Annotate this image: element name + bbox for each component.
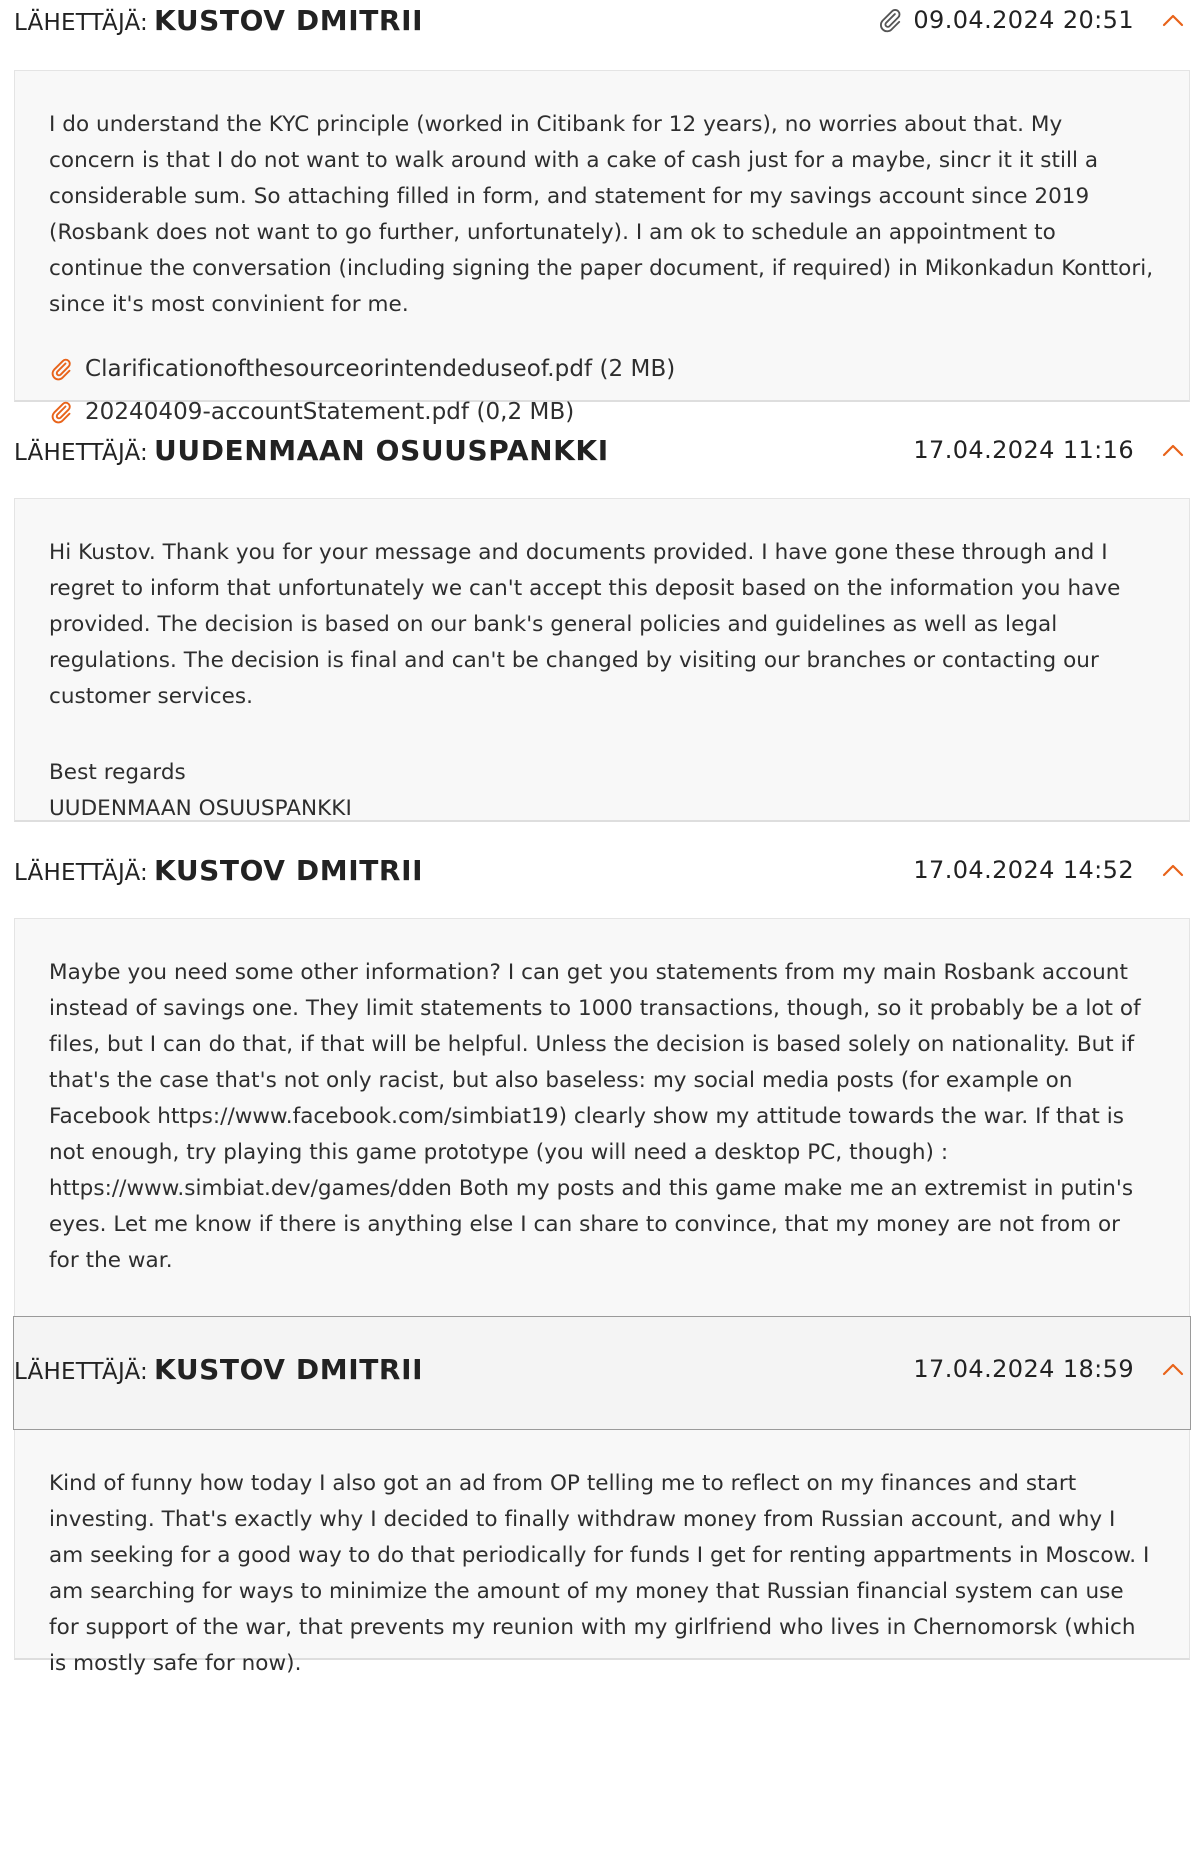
message-meta: [913, 436, 1184, 464]
attachment-link[interactable]: [49, 347, 1155, 390]
message-thread: [14, 0, 1190, 1676]
sender-label: LÄHETTÄJÄ:: [14, 860, 149, 886]
sender-name: KUSTOV DMITRII: [154, 1353, 424, 1386]
chevron-up-icon[interactable]: [1162, 863, 1184, 877]
paperclip-icon: [49, 357, 73, 381]
chevron-up-icon[interactable]: [1162, 1362, 1184, 1376]
message-body: [14, 70, 1190, 425]
sender-label: LÄHETTÄJÄ:: [14, 1359, 149, 1385]
message-body: [14, 918, 1190, 1316]
signature: [49, 755, 1155, 827]
message-body: [14, 498, 1190, 822]
signature-sender: UUDENMAAN OSUUSPANKKI: [49, 796, 352, 821]
sender-label: LÄHETTÄJÄ:: [14, 440, 149, 466]
message-header[interactable]: [14, 0, 1190, 70]
message-text: Hi Kustov. Thank you for your message and documents provided. I have gone these through and I regret to inform that unfortunately we can't accept this deposit based on the information you have provided. The decision is based on our bank's general policies and guidelines as well as legal regulations. The decision is final and can't be changed by visiting our branches or contacting our customer services.: [49, 540, 1121, 709]
sender: [14, 854, 423, 887]
paperclip-icon: [877, 7, 903, 33]
message-text: Maybe you need some other information? I can get you statements from my main Rosbank account instead of savings one. They limit statements to 1000 transactions, though, so it probably be a lot of files, but I can do that, if that will be helpful. Unless the decision is based solely on nationality. But if that's the case that's not only racist, but also baseless: my social media posts (for example on Facebook https://www.facebook.com/simbiat19) clearly show my attitude towards the war. If that is not enough, try playing this game prototype (you will need a desktop PC, though) : https://www.simbiat.dev/games/dden Both my posts and this game make me an extremist in putin's eyes. Let me know if there is anything else I can share to convince, that my money are not from or for the war.: [49, 960, 1141, 1273]
message-date: 17.04.2024 11:16: [913, 436, 1134, 464]
sender: [14, 4, 423, 37]
sender: [14, 434, 609, 467]
message-header[interactable]: [14, 822, 1190, 918]
message-meta: [913, 1355, 1184, 1383]
signature-greeting: Best regards: [49, 760, 186, 785]
sender: [14, 1353, 423, 1386]
attachment-name: 20240409-accountStatement.pdf (0,2 MB): [85, 398, 575, 425]
message-header[interactable]: [13, 1316, 1191, 1430]
message-date: 09.04.2024 20:51: [913, 6, 1134, 34]
message-date: 17.04.2024 18:59: [913, 1355, 1134, 1383]
chevron-up-icon[interactable]: [1162, 13, 1184, 27]
sender-name: KUSTOV DMITRII: [154, 854, 424, 887]
attachment-name: Clarificationofthesourceorintendeduseof.pdf (2 MB): [85, 355, 676, 382]
message-date: 17.04.2024 14:52: [913, 856, 1134, 884]
message-header[interactable]: [14, 402, 1190, 498]
sender-name: UUDENMAAN OSUUSPANKKI: [154, 434, 609, 467]
message-meta: [913, 856, 1184, 884]
message-text: Kind of funny how today I also got an ad from OP telling me to reflect on my finances and start investing. That's exactly why I decided to finally withdraw money from Russian account, and why I am seeking for a good way to do that periodically for funds I get for renting appartments in Moscow. I am searching for ways to minimize the amount of my money that Russian financial system can use for support of the war, that prevents my reunion with my girlfriend who lives in Chernomorsk (which is mostly safe for now).: [49, 1471, 1150, 1676]
chevron-up-icon[interactable]: [1162, 443, 1184, 457]
message-text: I do understand the KYC principle (worked in Citibank for 12 years), no worries about that. My concern is that I do not want to walk around with a cake of cash just for a maybe, sincr it it still a considerable sum. So attaching filled in form, and statement for my savings account since 2019 (Rosbank does not want to go further, unfortunately). I am ok to schedule an appointment to continue the conversation (including signing the paper document, if required) in Mikonkadun Konttori, since it's most convinient for me.: [49, 112, 1154, 317]
sender-label: LÄHETTÄJÄ:: [14, 10, 149, 36]
sender-name: KUSTOV DMITRII: [154, 4, 424, 37]
message-meta: [877, 6, 1184, 34]
message-body: [14, 1430, 1190, 1676]
